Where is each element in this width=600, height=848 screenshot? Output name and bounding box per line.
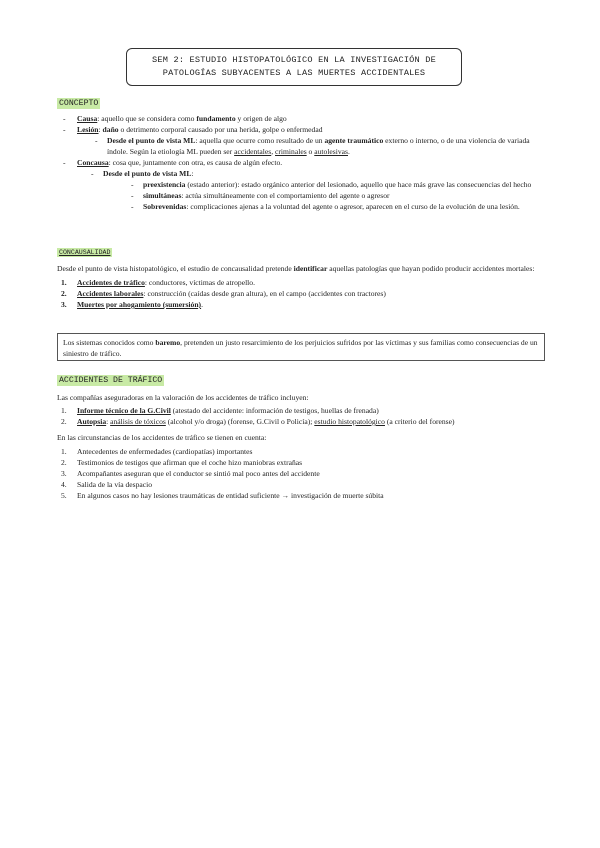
heading-accidentes-trafico: ACCIDENTES DE TRÁFICO [59,376,163,385]
section-accidentes-trafico [57,374,545,501]
trafico-intro: Las compañías aseguradoras en la valoración de los accidentes de tráfico incluyen: [57,393,309,402]
concausalidad-intro: Desde el punto de vista histopatológico, el estudio de concausalidad pretende identificar aquellas patologías que hayan podido producir accidentes mortales: [57,264,535,273]
list-item-autopsia: 2. Autopsia: análisis de tóxicos (alcohol y/o droga) (forense, G.Civil o Policía); estudio histopatológico (a criterio del forense) [61,417,455,426]
heading-concepto: CONCEPTO [59,99,99,108]
list-item-accidentes-trafico: 1. Accidentes de tráfico: conductores, víctimas de atropello. [61,278,255,287]
list-item-lesion-ml: - Desde el punto de vista ML: aquella que ocurre como resultado de un agente traumático externo o interno, o de una violencia de variada índole. Según la etiología ML pueden ser accidentales, criminales o autolesivas. [95,136,530,156]
circunstancias-intro: En las circunstancias de los accidentes de tráfico se tienen en cuenta: [57,433,267,442]
list-item-circunstancia: 1. Antecedentes de enfermedades (cardiopatías) importantes [61,447,253,456]
list-item-informe-tecnico: 1. Informe técnico de la G.Civil (atestado del accidente: información de testigos, huellas de frenada) [61,406,379,415]
title-line-2: PATOLOGÍAS SUBYACENTES A LAS MUERTES ACCIDENTALES [162,68,426,78]
list-item-causa: - Causa: aquello que se considera como fundamento y origen de algo [63,114,287,123]
section-concepto [57,97,545,212]
list-item-simultaneas: - simultáneas: actúa simultáneamente con el comportamiento del agente o agresor [131,191,390,200]
list-item-sobrevenidas: - Sobrevenidas: complicaciones ajenas a la voluntad del agente o agresor, aparecen en el curso de la evolución de una lesión. [131,202,520,211]
document-title [126,48,462,86]
heading-concausalidad: CONCAUSALIDAD [59,249,111,256]
list-item-preexistencia: - preexistencia (estado anterior): estado orgánico anterior del lesionado, aquello que hace más grave las consecuencias del hecho [131,180,532,189]
list-item-circunstancia: 5. En algunos casos no hay lesiones traumáticas de entidad suficiente → investigación de muerte súbita [61,491,384,500]
list-item-lesion: - Lesión: daño o detrimento corporal causado por una herida, golpe o enfermedad [63,125,323,134]
list-item-circunstancia: 3. Acompañantes aseguran que el conductor se sintió mal poco antes del accidente [61,469,320,478]
list-item-circunstancia: 2. Testimonios de testigos que afirman que el coche hizo maniobras extrañas [61,458,303,467]
list-item-muertes-ahogamiento: 3. Muertes por ahogamiento (sumersión). [61,300,203,309]
baremo-note: Los sistemas conocidos como baremo, pretenden un justo resarcimiento de los perjuicios sufridos por las víctimas y sus familias como consecuencias de un siniestro de tráfico. [57,333,545,361]
list-item-circunstancia: 4. Salida de la vía despacio [61,480,153,489]
list-item-concausa-ml: - Desde el punto de vista ML: [91,169,194,178]
list-item-concausa: - Concausa: cosa que, juntamente con otra, es causa de algún efecto. [63,158,283,167]
section-concausalidad [57,246,545,310]
title-line-1: SEM 2: ESTUDIO HISTOPATOLÓGICO EN LA INVESTIGACIÓN DE [152,54,436,65]
list-item-accidentes-laborales: 2. Accidentes laborales: construcción (caídas desde gran altura), en el campo (accidentes con tractores) [61,289,386,298]
